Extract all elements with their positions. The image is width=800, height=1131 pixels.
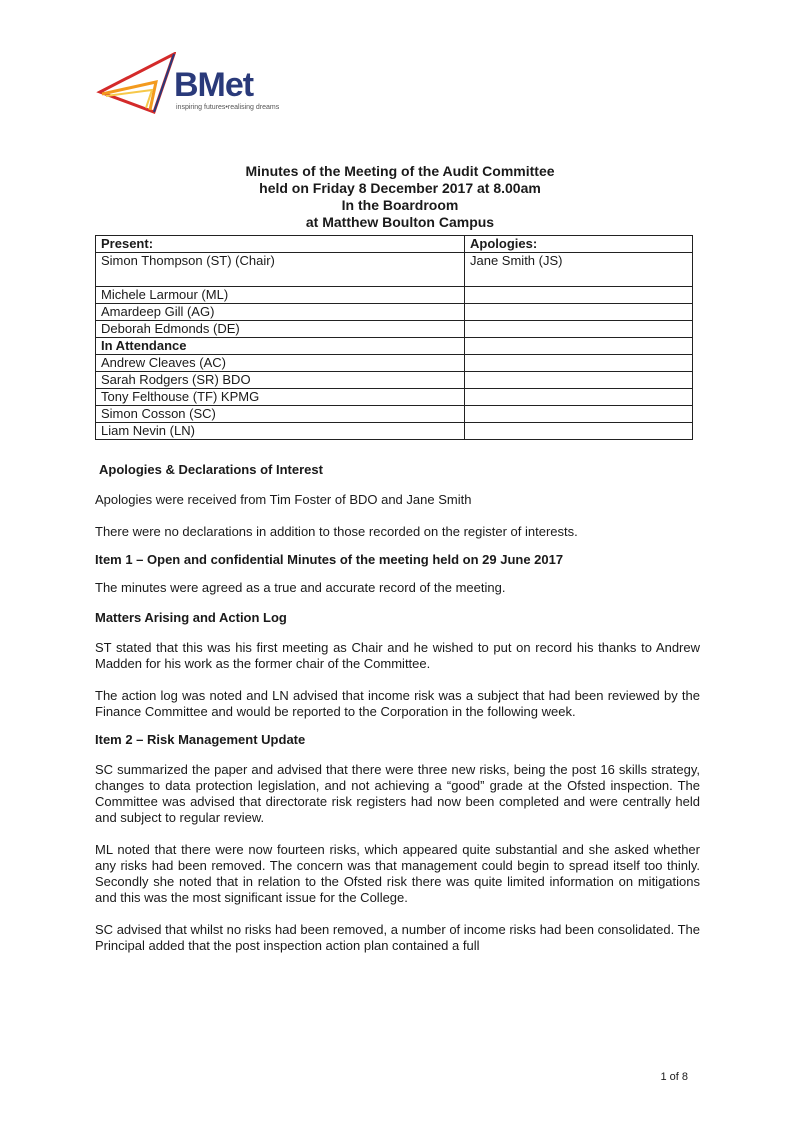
empty-cell	[465, 321, 693, 338]
table-row	[96, 253, 693, 287]
item2-paragraph-3: SC advised that whilst no risks had been removed, a number of income risks had been consolidated. The Principal added that the post inspection action plan contained a full	[95, 922, 700, 953]
item2-paragraph-1: SC summarized the paper and advised that there were three new risks, being the post 16 skills strategy, changes to data protection legislation, and not achieving a “good” grade at the Ofsted inspection. The Committee was advised that directorate risk registers had now been completed and were centrally held and subject to regular review.	[95, 762, 700, 825]
table-row	[96, 389, 693, 406]
apologies-paragraph-1: Apologies were received from Tim Foster of BDO and Jane Smith	[95, 492, 472, 507]
present-header: Present:	[96, 236, 465, 253]
item2-paragraph-2: ML noted that there were now fourteen risks, which appeared quite substantial and she asked whether any risks had been removed. The concern was that management could begin to spread itself too thinly. Secondly she noted that in relation to the Ofsted risk there was quite limited information on mitigations and this was the most significant issue for the College.	[95, 842, 700, 905]
table-row	[96, 236, 693, 253]
empty-cell	[465, 423, 693, 440]
bmet-logo	[96, 52, 326, 122]
matters-heading: Matters Arising and Action Log	[95, 610, 287, 625]
empty-cell	[465, 406, 693, 423]
empty-cell	[465, 304, 693, 321]
item1-heading: Item 1 – Open and confidential Minutes of the meeting held on 29 June 2017	[95, 552, 564, 567]
present-member: Michele Larmour (ML)	[96, 287, 465, 304]
attendee: Andrew Cleaves (AC)	[96, 355, 465, 372]
matters-paragraph-1: ST stated that this was his first meeting as Chair and he wished to put on record his thanks to Andrew Madden for his work as the former chair of the Committee.	[95, 640, 700, 671]
matters-paragraph-2: The action log was noted and LN advised that income risk was a subject that had been reviewed by the Finance Committee and would be reported to the Corporation in the following week.	[95, 688, 700, 719]
present-member: Deborah Edmonds (DE)	[96, 321, 465, 338]
table-row	[96, 372, 693, 389]
logo-tagline: inspiring futures•realising dreams	[176, 104, 280, 111]
table-row	[96, 321, 693, 338]
present-member: Amardeep Gill (AG)	[96, 304, 465, 321]
table-row	[96, 423, 693, 440]
attendee: Sarah Rodgers (SR) BDO	[96, 372, 465, 389]
table-row	[96, 406, 693, 423]
item1-paragraph: The minutes were agreed as a true and accurate record of the meeting.	[95, 580, 506, 595]
page-number: 1 of 8	[660, 1071, 688, 1083]
empty-cell	[465, 338, 693, 355]
table-row	[96, 287, 693, 304]
empty-cell	[465, 287, 693, 304]
table-row	[96, 304, 693, 321]
apologies-heading: Apologies & Declarations of Interest	[99, 462, 323, 477]
attendee: Liam Nevin (LN)	[96, 423, 465, 440]
empty-cell	[465, 389, 693, 406]
empty-cell	[465, 355, 693, 372]
document-title	[0, 163, 800, 231]
apologies-header: Apologies:	[465, 236, 693, 253]
logo-swoosh-icon	[96, 52, 176, 122]
in-attendance-header: In Attendance	[96, 338, 465, 355]
minutes-body	[95, 462, 700, 970]
apology-name: Jane Smith (JS)	[465, 253, 693, 287]
item2-heading: Item 2 – Risk Management Update	[95, 732, 306, 747]
present-chair: Simon Thompson (ST) (Chair)	[96, 253, 465, 287]
title-line-2: held on Friday 8 December 2017 at 8.00am	[259, 180, 541, 196]
attendance-table	[95, 235, 693, 440]
apologies-paragraph-2: There were no declarations in addition to those recorded on the register of interests.	[95, 524, 578, 539]
attendee: Tony Felthouse (TF) KPMG	[96, 389, 465, 406]
title-line-3: In the Boardroom	[341, 197, 459, 213]
table-row	[96, 338, 693, 355]
empty-cell	[465, 372, 693, 389]
attendee: Simon Cosson (SC)	[96, 406, 465, 423]
title-line-4: at Matthew Boulton Campus	[305, 214, 495, 230]
title-line-1: Minutes of the Meeting of the Audit Committee	[245, 163, 555, 179]
logo-wordmark: BMet	[174, 66, 254, 104]
table-row	[96, 355, 693, 372]
